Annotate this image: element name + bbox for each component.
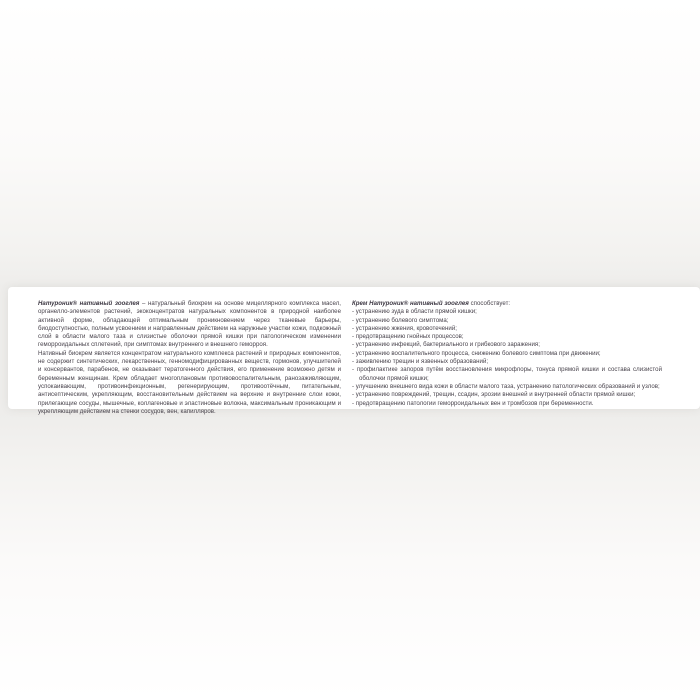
description-paragraph-1 [38,300,341,350]
benefits-column [352,300,662,416]
label-band [8,287,700,415]
benefit-item: - устранению воспалительного процесса, снижению болевого симптома при движении; [352,350,662,358]
label-columns [8,287,700,416]
benefit-item: - устранению жжения, кровотечений; [352,325,662,333]
benefit-item: - заживлению трещин и язвенных образований; [352,358,662,366]
benefit-item: - профилактике запоров путём восстановления микрофлоры, тонуса прямой кишки и состава слизистой оболочки прямой кишки; [352,366,662,383]
benefits-list [352,308,662,408]
benefit-item: - улучшению внешнего вида кожи в области малого таза, устранению патологических образований и узлов; [352,383,662,391]
benefit-item: - устранению зуда в области прямой кишки; [352,308,662,316]
benefits-header-rest: способствует: [468,300,511,307]
benefit-item: - предотвращению гнойных процессов; [352,333,662,341]
benefit-item: - предотвращению патологии геморроидальных вен и тромбозов при беременности. [352,400,662,408]
product-name: Натуроник® нативный зооглея [38,300,140,307]
benefit-item: - устранению инфекций, бактериального и грибкового заражения; [352,341,662,349]
product-name-benefits: Крем Натуроник® нативный зооглея [352,300,469,307]
description-intro-text: – натуральный биокрем на основе мицеллярного комплекса масел, органелло-элементов растений, экоконцентратов натуральных компонентов в природной наиболее активной форме, обладающей оптимальным проникновением через тканевые барьеры, биодоступностью, полным усвоением и направленным действием на наружные участки кожи, подкожный слой в области малого таза и слизистые оболочки прямой кишки при патологическом изменении геморроидальных сплетений, при симптомах внутреннего и внешнего геморроя. [38,300,341,349]
benefits-header [352,300,662,308]
description-column [38,300,341,416]
benefit-item: - устранению повреждений, трещин, ссадин, эрозии внешней и внутренней области прямой кишки; [352,391,662,399]
description-paragraph-2: Нативный биокрем является концентратом натурального комплекса растений и природных компонентов, не содержит синтетических, лекарственных, генномодифицированных веществ, гормонов, улучшителей и консервантов, парабенов, не оказывает тератогенного действия, его применение возможно детям и беременным женщинам. Крем обладает многоплановым противовоспалительным, ранозаживляющим, успокаивающим, противоинфекционным, регенерирующим, противоотёчным, питательным, антисептическим, укрепляющим, восстановительным действием на верхние и внутренние слои кожи, прилегающие сосуды, мышечные, коллагеновые и эластиновые волокна, максимальным проникающим и укрепляющим действием на стенки сосудов, вен, капилляров. [38,349,341,415]
benefit-item: - устранению болевого симптома; [352,317,662,325]
